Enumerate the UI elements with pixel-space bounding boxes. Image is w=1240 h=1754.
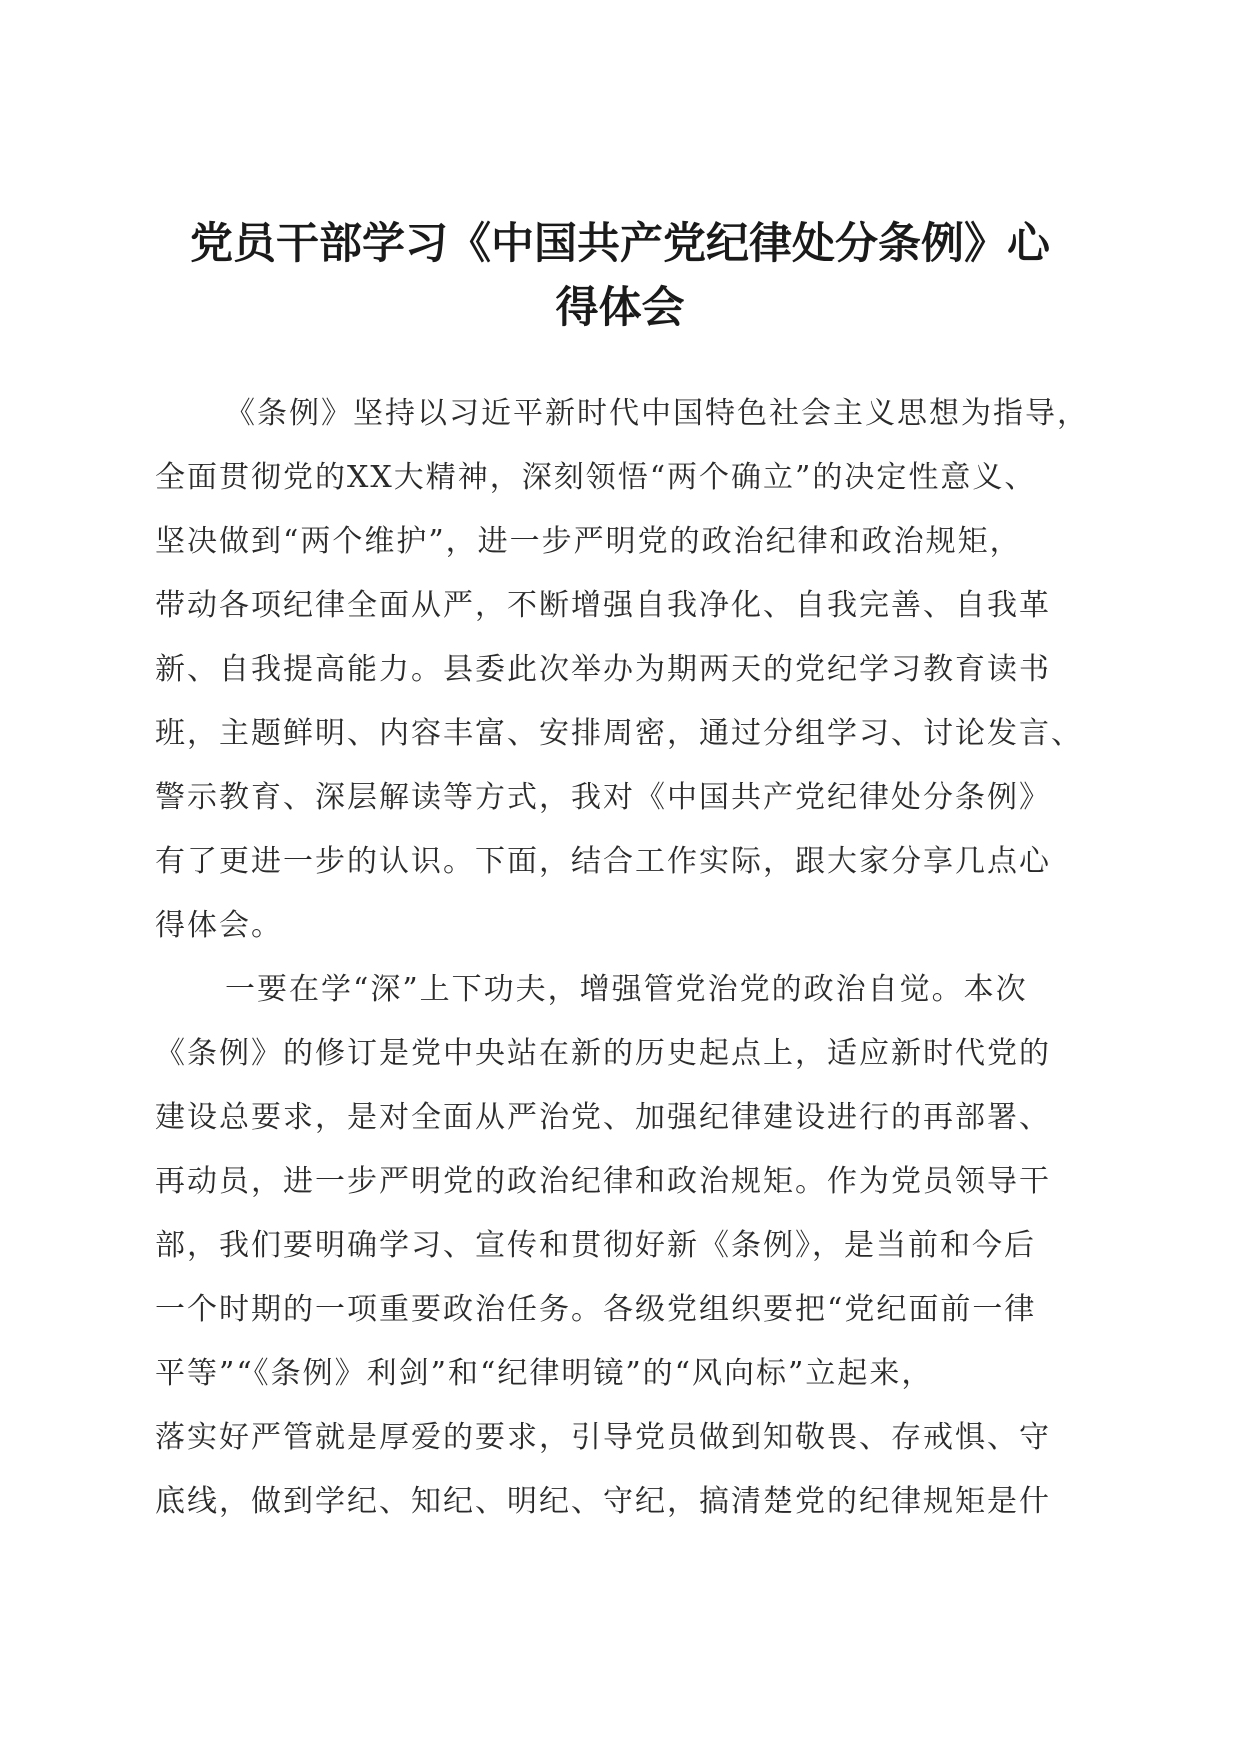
paragraph-line: 坚决做到“两个维护”，进一步严明党的政治纪律和政治规矩， <box>155 524 1022 559</box>
paragraph-line: 一要在学“深”上下功夫，增强管党治党的政治自觉。本次 <box>225 972 1028 1007</box>
document-body <box>155 382 1089 1534</box>
paragraph-line: 落实好严管就是厚爱的要求，引导党员做到知敬畏、存戒惧、守 <box>155 1420 1051 1455</box>
paragraph-line: 再动员，进一步严明党的政治纪律和政治规矩。作为党员领导干 <box>155 1164 1051 1199</box>
paragraph-line: 得体会。 <box>155 908 283 943</box>
paragraph-line: 班，主题鲜明、内容丰富、安排周密，通过分组学习、讨论发言、 <box>155 716 1083 751</box>
paragraph-line: 《条例》的修订是党中央站在新的历史起点上，适应新时代党的 <box>155 1036 1051 1071</box>
paragraph-line: 《条例》坚持以习近平新时代中国特色社会主义思想为指导， <box>225 396 1089 431</box>
document-title <box>150 212 1090 340</box>
paragraph-1 <box>155 382 1089 958</box>
paragraph-line: 建设总要求，是对全面从严治党、加强纪律建设进行的再部署、 <box>155 1100 1051 1135</box>
paragraph-line: 一个时期的一项重要政治任务。各级党组织要把“党纪面前一律 <box>155 1292 1037 1327</box>
paragraph-line: 警示教育、深层解读等方式，我对《中国共产党纪律处分条例》 <box>155 780 1051 815</box>
paragraph-2 <box>155 958 1085 1534</box>
paragraph-line: 全面贯彻党的XX大精神，深刻领悟“两个确立”的决定性意义、 <box>155 460 1037 495</box>
paragraph-line: 带动各项纪律全面从严，不断增强自我净化、自我完善、自我革 <box>155 588 1051 623</box>
title-line-2: 得体会 <box>555 283 685 333</box>
paragraph-line: 部，我们要明确学习、宣传和贯彻好新《条例》，是当前和今后 <box>155 1228 1036 1263</box>
paragraph-line: 新、自我提高能力。县委此次举办为期两天的党纪学习教育读书 <box>155 652 1051 687</box>
paragraph-line: 底线，做到学纪、知纪、明纪、守纪，搞清楚党的纪律规矩是什 <box>155 1484 1051 1519</box>
title-line-1: 党员干部学习《中国共产党纪律处分条例》心 <box>190 219 1050 269</box>
paragraph-line: 平等”“《条例》利剑”和“纪律明镜”的“风向标”立起来， <box>155 1356 934 1391</box>
paragraph-line: 有了更进一步的认识。下面，结合工作实际，跟大家分享几点心 <box>155 844 1051 879</box>
